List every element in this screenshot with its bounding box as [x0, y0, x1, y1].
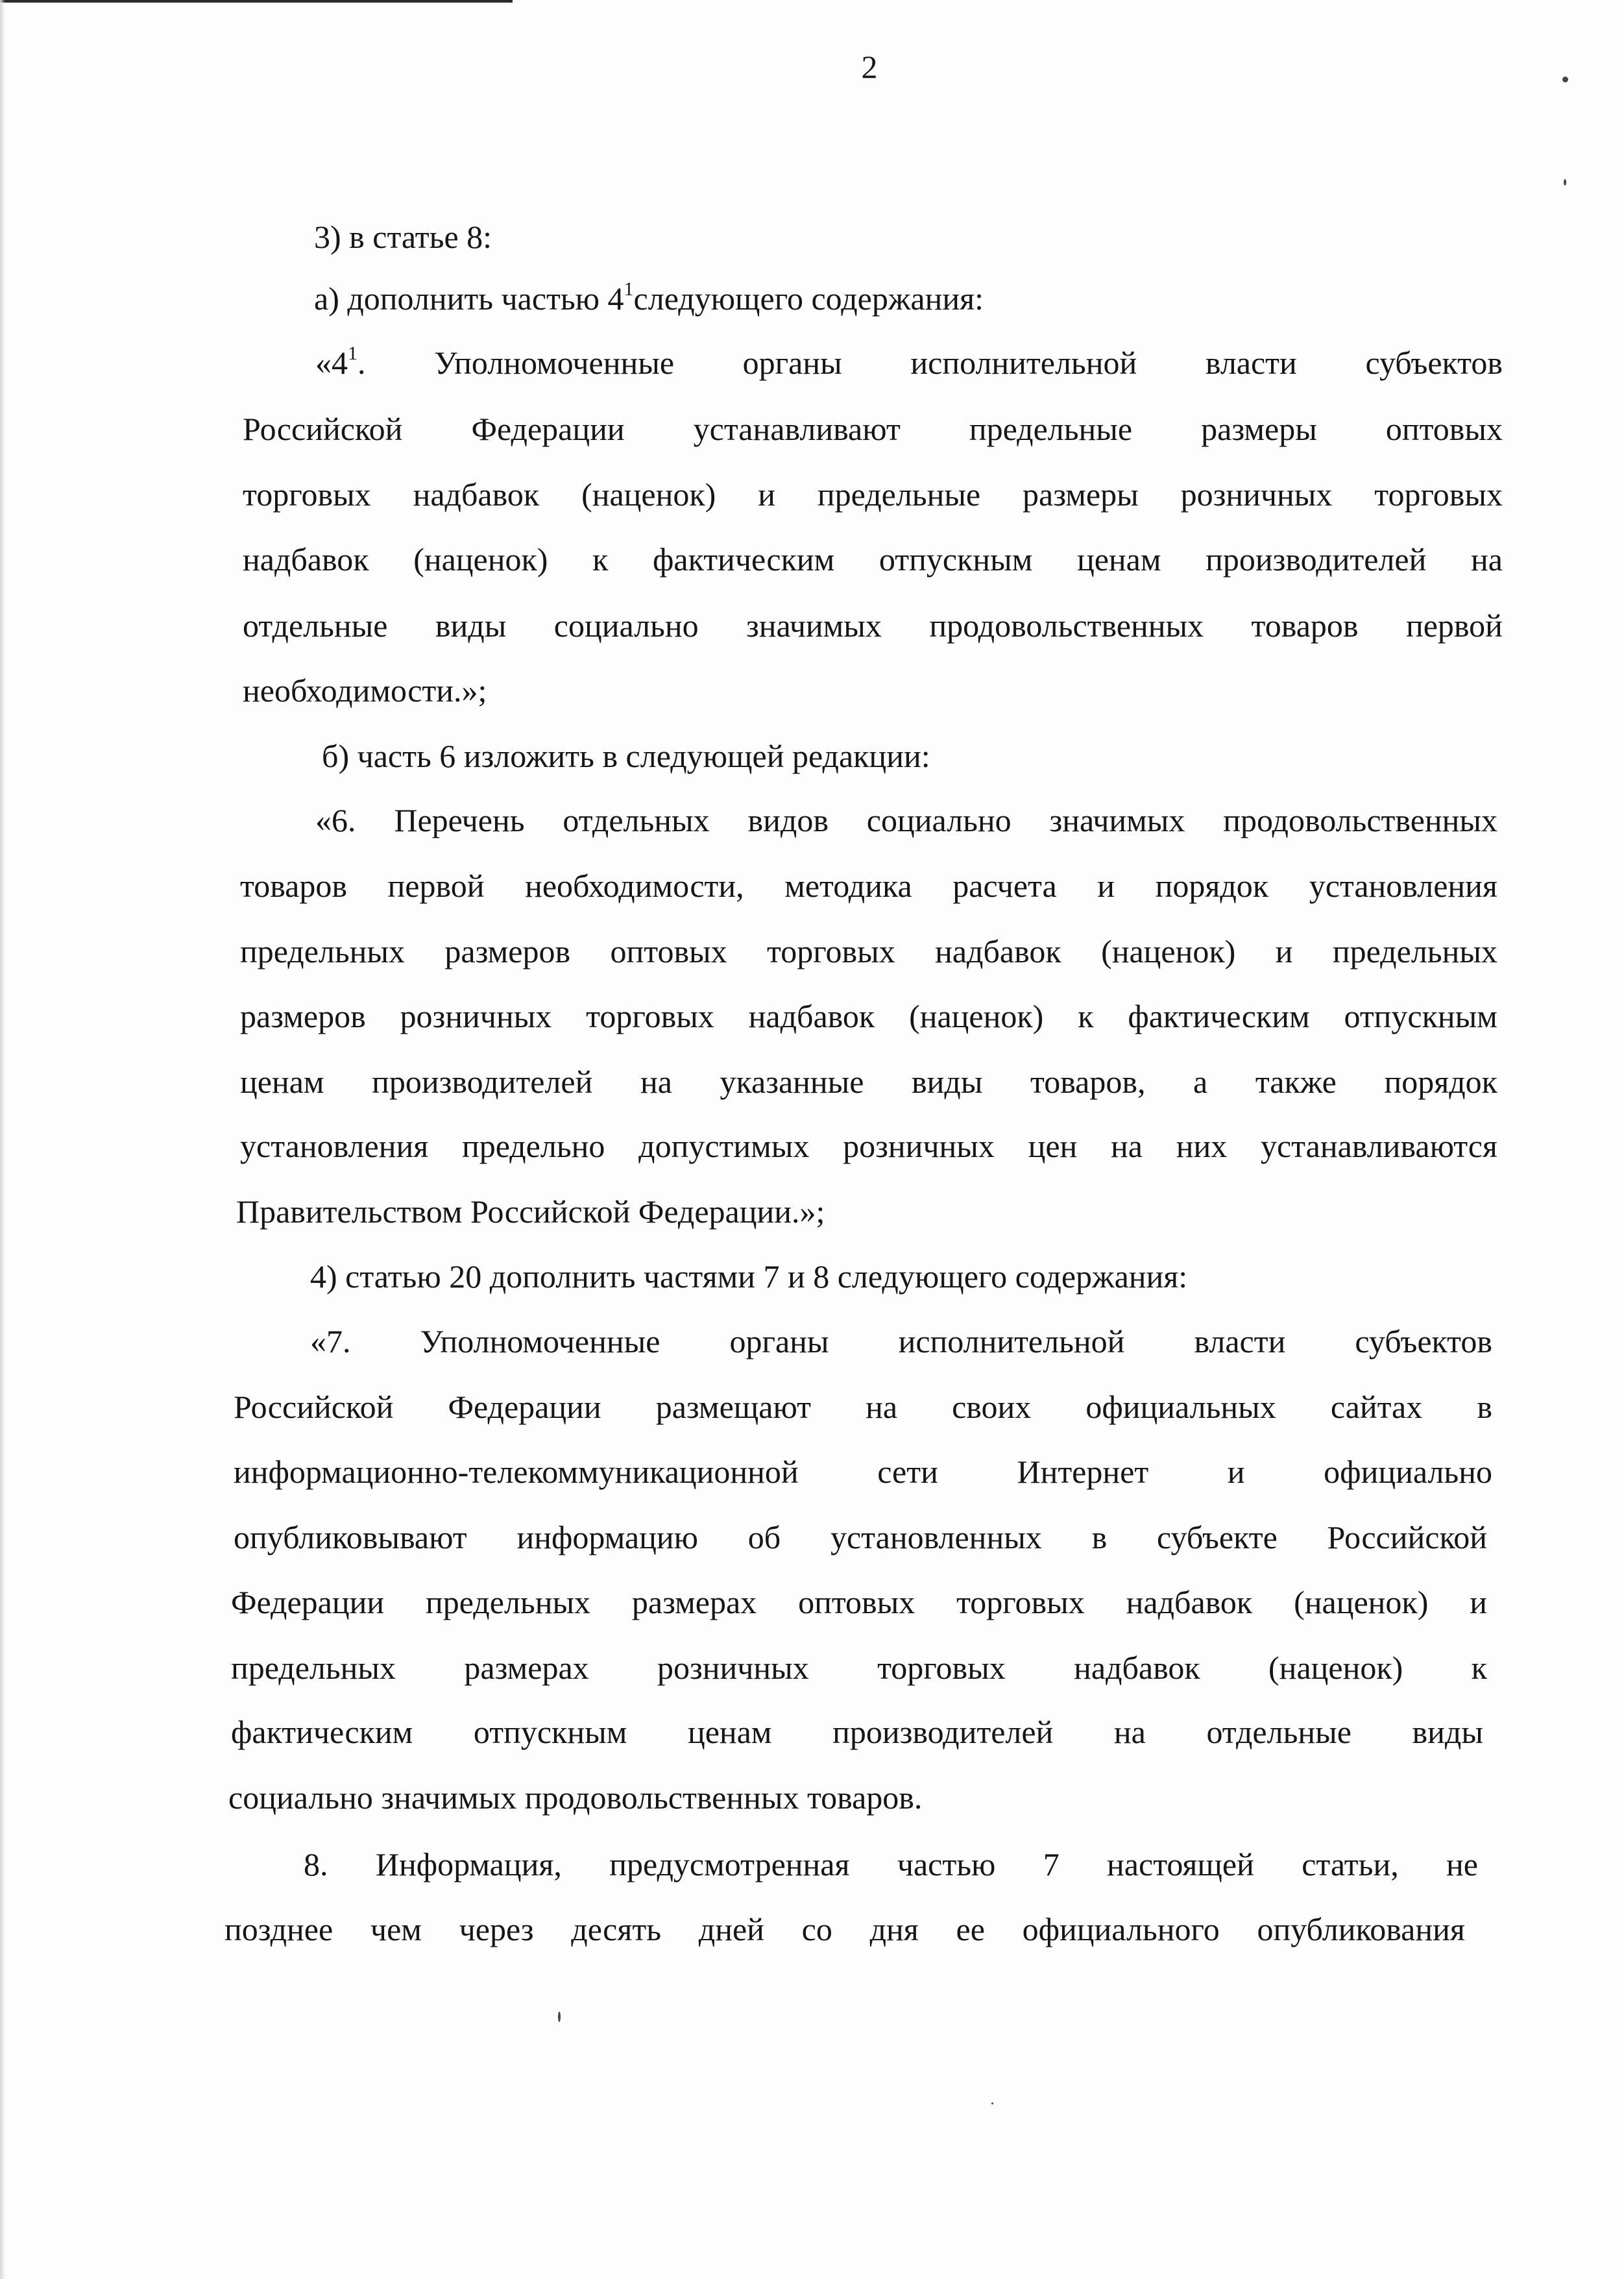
text-word: 3) в статье 8: — [314, 219, 492, 255]
text-fragment: а) дополнить частью 4 — [314, 280, 624, 317]
text-word: и — [1227, 1454, 1245, 1490]
text-word: к — [1078, 998, 1094, 1034]
text-word: надбавок — [1074, 1650, 1200, 1686]
text-word: розничных — [1180, 476, 1333, 513]
text-word: оптовых — [1385, 411, 1503, 447]
text-word: на — [1470, 541, 1503, 578]
text-line — [304, 1842, 1478, 1887]
text-word: власти — [1194, 1323, 1286, 1359]
text-word: и — [1470, 1584, 1487, 1620]
text-word: Российской — [1327, 1519, 1487, 1555]
text-word: отдельные — [1206, 1714, 1351, 1750]
text-word: первой — [387, 868, 485, 904]
text-line — [315, 798, 1497, 843]
text-word: установления — [240, 1128, 429, 1164]
text-line — [240, 863, 1497, 908]
text-word: ее — [956, 1911, 985, 1947]
text-word: 7 — [1043, 1846, 1060, 1883]
text-word: фактическим — [1128, 998, 1310, 1034]
text-word: к — [1471, 1650, 1487, 1686]
superscript: 1 — [624, 278, 634, 300]
text-line — [314, 276, 984, 321]
text-word: видов — [747, 802, 829, 838]
text-word: ценам — [1076, 541, 1161, 578]
text-word: сети — [877, 1454, 938, 1490]
text-word: надбавок — [243, 541, 369, 578]
text-word: предельные — [969, 411, 1133, 447]
text-word: надбавок — [935, 933, 1061, 969]
top-rule — [0, 0, 513, 3]
text-word: на — [866, 1389, 898, 1425]
text-line — [234, 1515, 1487, 1560]
text-line — [243, 668, 487, 713]
text-word: методика — [784, 868, 912, 904]
page-number: 2 — [861, 49, 878, 85]
text-word: Правительством Российской Федерации.»; — [236, 1193, 825, 1230]
scan-speck — [558, 2012, 561, 2022]
scan-left-edge — [0, 0, 5, 2279]
text-word: размеры — [1201, 411, 1317, 447]
text-word: виды — [435, 607, 507, 644]
text-word: необходимости, — [525, 868, 744, 904]
text-word: торговых — [1374, 476, 1503, 513]
text-word: социально — [866, 802, 1012, 838]
text-word: Российской — [234, 1389, 394, 1425]
text-word: в — [1091, 1519, 1108, 1555]
text-word: (наценок) — [581, 476, 716, 513]
text-word: фактическим — [652, 541, 835, 578]
text-word: Федерации — [231, 1584, 385, 1620]
text-word: не — [1446, 1846, 1478, 1883]
text-word: надбавок — [748, 998, 875, 1034]
text-word: об — [747, 1519, 781, 1555]
text-line — [228, 1775, 922, 1820]
text-word: а — [1193, 1064, 1208, 1100]
text-word: Уполномоченные — [420, 1323, 661, 1359]
text-word: установления — [1309, 868, 1497, 904]
text-word: товаров — [240, 868, 347, 904]
text-word: розничных — [843, 1128, 995, 1164]
text-word: и — [1097, 868, 1115, 904]
text-line — [231, 1645, 1487, 1690]
text-line — [243, 537, 1503, 582]
text-word: Перечень — [394, 802, 525, 838]
text-word: сайтах — [1330, 1389, 1423, 1425]
text-word: продовольственных — [929, 607, 1204, 644]
text-word: производителей — [1206, 541, 1427, 578]
text-word: (наценок) — [1268, 1650, 1403, 1686]
text-word: отдельных — [563, 802, 710, 838]
text-word: статьи, — [1302, 1846, 1399, 1883]
text-word: первой — [1405, 607, 1503, 644]
text-word: предельно — [461, 1128, 605, 1164]
text-word: ценам — [240, 1064, 324, 1100]
text-line — [322, 733, 930, 779]
text-word: субъектов — [1355, 1323, 1492, 1359]
text-word: предельных — [240, 933, 406, 969]
text-word: дня — [869, 1911, 919, 1947]
scan-speck — [1564, 179, 1566, 186]
text-word: расчета — [952, 868, 1057, 904]
text-word: торговых — [586, 998, 714, 1034]
text-word: 4) статью 20 дополнить частями 7 и 8 следующего содержания: — [310, 1258, 1188, 1295]
text-word: предусмотренная — [609, 1846, 850, 1883]
text-line — [231, 1709, 1483, 1755]
text-word: со — [801, 1911, 832, 1947]
text-word: власти — [1205, 345, 1297, 381]
text-word: товаров — [1251, 607, 1359, 644]
text-word: «6. — [315, 802, 356, 838]
text-word: установленных — [830, 1519, 1042, 1555]
text-word: надбавок — [1126, 1584, 1253, 1620]
text-word: «7. — [310, 1323, 351, 1359]
text-word: (наценок) — [413, 541, 548, 578]
text-word: информацию — [516, 1519, 698, 1555]
text-word: них — [1176, 1128, 1228, 1164]
text-word: предельных — [231, 1650, 396, 1686]
text-word: к — [592, 541, 609, 578]
text-word: предельных — [1332, 933, 1497, 969]
text-word: устанавливаются — [1260, 1128, 1497, 1164]
text-line — [231, 1579, 1487, 1625]
text-line — [224, 1907, 1465, 1952]
text-line — [234, 1449, 1492, 1494]
text-word: б) часть 6 изложить в следующей редакции: — [322, 738, 930, 774]
text-word: субъектов — [1365, 345, 1503, 381]
text-word: виды — [912, 1064, 983, 1100]
text-word: настоящей — [1107, 1846, 1254, 1883]
text-word: отдельные — [243, 607, 388, 644]
text-word: (наценок) — [1294, 1584, 1429, 1620]
scan-speck — [1562, 77, 1568, 82]
text-word: цен — [1028, 1128, 1078, 1164]
text-word: необходимости.»; — [243, 672, 487, 709]
text-word: производителей — [832, 1714, 1054, 1750]
text-word: также — [1255, 1064, 1337, 1100]
text-word: социально значимых продовольственных товаров. — [228, 1779, 923, 1816]
text-line — [240, 1123, 1497, 1169]
text-word: информационно-телекоммуникационной — [234, 1454, 799, 1490]
text-line — [240, 1059, 1497, 1104]
text-word: официальных — [1085, 1389, 1276, 1425]
text-word: 8. — [304, 1846, 328, 1883]
text-fragment: следующего содержания: — [633, 280, 984, 317]
text-word: на — [1113, 1714, 1146, 1750]
text-word: и — [758, 476, 775, 513]
text-word: размеров — [240, 998, 366, 1034]
text-word: социально — [553, 607, 699, 644]
text-word: органы — [742, 345, 842, 381]
text-word: значимых — [746, 607, 882, 644]
text-word: исполнительной — [910, 345, 1137, 381]
text-word: опубликования — [1257, 1911, 1465, 1947]
text-line — [315, 340, 1503, 385]
text-word: субъекте — [1156, 1519, 1278, 1555]
text-word: торговых — [877, 1650, 1006, 1686]
text-word: и — [1275, 933, 1293, 969]
text-word: порядок — [1384, 1064, 1497, 1100]
text-word: через — [459, 1911, 534, 1947]
text-word: отпускным — [473, 1714, 627, 1750]
text-word: торговых — [767, 933, 895, 969]
text-word: позднее — [224, 1911, 333, 1947]
text-word: размерах — [464, 1650, 589, 1686]
text-word: официального — [1022, 1911, 1220, 1947]
text-word: розничных — [657, 1650, 809, 1686]
text-line — [310, 1254, 1187, 1299]
text-word: исполнительной — [898, 1323, 1125, 1359]
text-word: виды — [1412, 1714, 1483, 1750]
text-word: Уполномоченные — [434, 345, 675, 381]
text-word: своих — [952, 1389, 1032, 1425]
text-word: оптовых — [798, 1584, 915, 1620]
text-word: размерах — [631, 1584, 757, 1620]
text-word: допустимых — [638, 1128, 810, 1164]
superscript: 1 — [348, 343, 358, 364]
text-word: опубликовывают — [234, 1519, 467, 1555]
text-word: дней — [698, 1911, 764, 1947]
text-word: ценам — [687, 1714, 772, 1750]
text-line — [314, 214, 492, 260]
text-word: производителей — [372, 1064, 593, 1100]
text-word: продовольственных — [1223, 802, 1497, 838]
text-word: (наценок) — [1101, 933, 1236, 969]
text-word: на — [640, 1064, 672, 1100]
text-word: Информация, — [375, 1846, 562, 1883]
text-word: Российской — [243, 411, 403, 447]
text-word: розничных — [400, 998, 552, 1034]
text-word: предельных — [426, 1584, 591, 1620]
text-word: отпускным — [879, 541, 1033, 578]
text-word: в — [1477, 1389, 1492, 1425]
text-word: торговых — [243, 476, 371, 513]
text-word: устанавливают — [693, 411, 901, 447]
text-word: чем — [370, 1911, 422, 1947]
text-word: Федерации — [471, 411, 625, 447]
text-word: десять — [571, 1911, 662, 1947]
text-line — [243, 406, 1503, 452]
text-word: надбавок — [413, 476, 540, 513]
text-word: (наценок) — [909, 998, 1044, 1034]
text-word: размеры — [1023, 476, 1139, 513]
text-word: размещают — [655, 1389, 811, 1425]
text-word: товаров, — [1030, 1064, 1146, 1100]
text-word: порядок — [1155, 868, 1269, 904]
text-line — [234, 1384, 1492, 1430]
text-word: указанные — [720, 1064, 864, 1100]
text-line — [243, 472, 1503, 517]
text-line — [310, 1319, 1492, 1364]
text-line — [243, 603, 1503, 648]
text-word: оптовых — [610, 933, 727, 969]
text-word: органы — [729, 1323, 829, 1359]
text-word: Федерации — [448, 1389, 601, 1425]
text-word: официально — [1324, 1454, 1492, 1490]
text-word: фактическим — [231, 1714, 413, 1750]
text-line — [236, 1189, 825, 1234]
text-word: на — [1111, 1128, 1143, 1164]
text-line — [240, 929, 1497, 974]
text-word: отпускным — [1344, 998, 1497, 1034]
text-word: значимых — [1049, 802, 1185, 838]
text-word: размеров — [444, 933, 571, 969]
text-word: «$4^1$. — [315, 343, 366, 381]
text-word: частью — [897, 1846, 996, 1883]
text-word: Интернет — [1017, 1454, 1149, 1490]
scan-speck — [991, 2102, 993, 2104]
text-word: торговых — [956, 1584, 1085, 1620]
text-word: предельные — [817, 476, 981, 513]
text-line — [240, 993, 1497, 1039]
